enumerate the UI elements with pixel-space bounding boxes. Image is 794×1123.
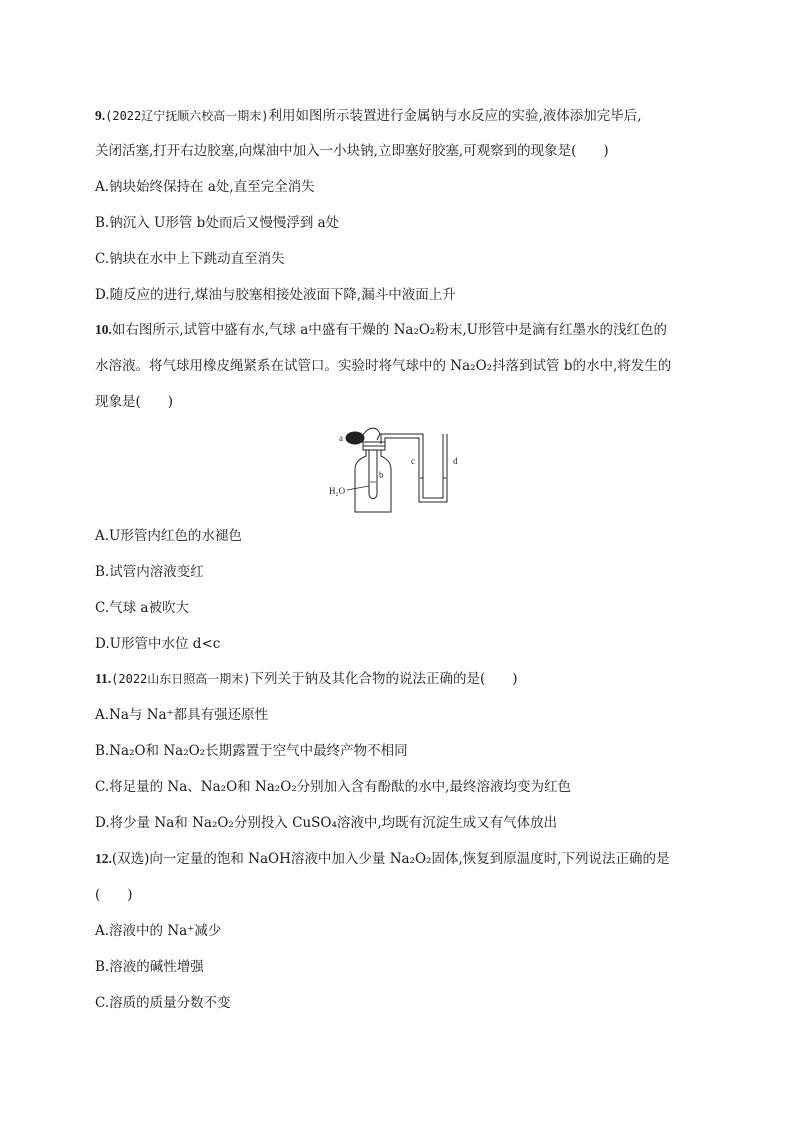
- q9-option-c: C.钠块在水中上下跳动直至消失: [95, 251, 285, 267]
- q9-number: 9.: [95, 108, 106, 123]
- q10-na2o2-1: Na₂O₂: [393, 322, 436, 338]
- q12-stem-line1: [95, 849, 670, 869]
- q10-option-c: C.气球 a被吹大: [95, 600, 189, 616]
- bottle: [355, 450, 391, 512]
- label-b: b: [379, 470, 384, 480]
- apparatus-figure: [325, 420, 475, 520]
- q10-option-d: D.U形管中水位 d<c: [95, 636, 221, 652]
- q12-option-a: A.溶液中的 Na⁺减少: [95, 923, 222, 939]
- test-tube-b: [369, 450, 377, 499]
- q10-number: 10.: [95, 322, 112, 337]
- q9-source: (2022辽宁抚顺六校高一期末): [105, 109, 269, 123]
- q12-stem-line2: ( ): [95, 887, 133, 903]
- q9-stem-line1: [95, 106, 642, 126]
- balloon-a: [346, 432, 364, 444]
- q11-option-c: C.将足量的 Na、Na₂O和 Na₂O₂分别加入含有酚酞的水中,最终溶液均变为红色: [95, 779, 571, 795]
- q10-stem-line2: [95, 356, 671, 376]
- q11-option-d: D.将少量 Na和 Na₂O₂分别投入 CuSO₄溶液中,均既有沉淀生成又有气体放出: [95, 815, 558, 831]
- q10-stem-line3: 现象是( ): [95, 394, 174, 410]
- q9-stem-text1: 利用如图所示装置进行金属钠与水反应的实验,液体添加完毕后,: [268, 108, 642, 124]
- q11-number: 11.: [95, 671, 112, 686]
- q12-number: 12.: [95, 851, 112, 866]
- q10-stem-text2a: 水溶液。将气球用橡皮绳紧系在试管口。实验时将气球中的: [95, 358, 451, 374]
- q11-option-b: B.Na₂O和 Na₂O₂长期露置于空气中最终产物不相同: [95, 743, 408, 759]
- q11-stem: [95, 669, 518, 689]
- q12-option-b: B.溶液的碱性增强: [95, 959, 204, 975]
- q12-stem-text1: (双选)向一定量的饱和 NaOH溶液中加入少量 Na₂O₂固体,恢复到原温度时,下列说法正确的是: [111, 851, 670, 867]
- q11-source: (2022山东日照高一期末): [111, 672, 251, 686]
- q9-option-b: B.钠沉入 U形管 b处而后又慢慢浮到 a处: [95, 215, 340, 231]
- label-h2o: H₂O: [329, 486, 346, 496]
- q10-stem-text1b: 粉末,U形管中是滴有红墨水的浅红色的: [435, 322, 668, 338]
- q10-stem-text1a: 如右图所示,试管中盛有水,气球 a中盛有干燥的: [111, 322, 394, 338]
- q10-na2o2-2: Na₂O₂: [450, 358, 493, 374]
- q10-stem-text2b: 抖落到试管 b的水中,将发生的: [492, 358, 672, 374]
- q11-option-a: A.Na与 Na⁺都具有强还原性: [95, 707, 269, 723]
- q10-option-a: A.U形管内红色的水褪色: [95, 528, 242, 544]
- q10-option-b: B.试管内溶液变红: [95, 564, 204, 580]
- label-d: d: [453, 456, 458, 466]
- balloon-neck: [363, 428, 380, 440]
- outlet-tube-inner: [385, 434, 447, 502]
- q9-stem-line2: 关闭活塞,打开右边胶塞,向煤油中加入一小块钠,立即塞好胶塞,可观察到的现象是( ): [95, 143, 609, 159]
- h2o-pointer: [347, 486, 369, 490]
- q9-option-d: D.随反应的进行,煤油与胶塞相接处液面下降,漏斗中液面上升: [95, 287, 456, 303]
- label-a: a: [339, 433, 343, 443]
- q9-option-a: A.钠块始终保持在 a处,直至完全消失: [95, 179, 315, 195]
- label-c: c: [411, 456, 415, 466]
- q11-stem-text: 下列关于钠及其化合物的说法正确的是( ): [250, 671, 518, 687]
- q10-stem-line1: [95, 320, 667, 340]
- q12-option-c: C.溶质的质量分数不变: [95, 995, 231, 1011]
